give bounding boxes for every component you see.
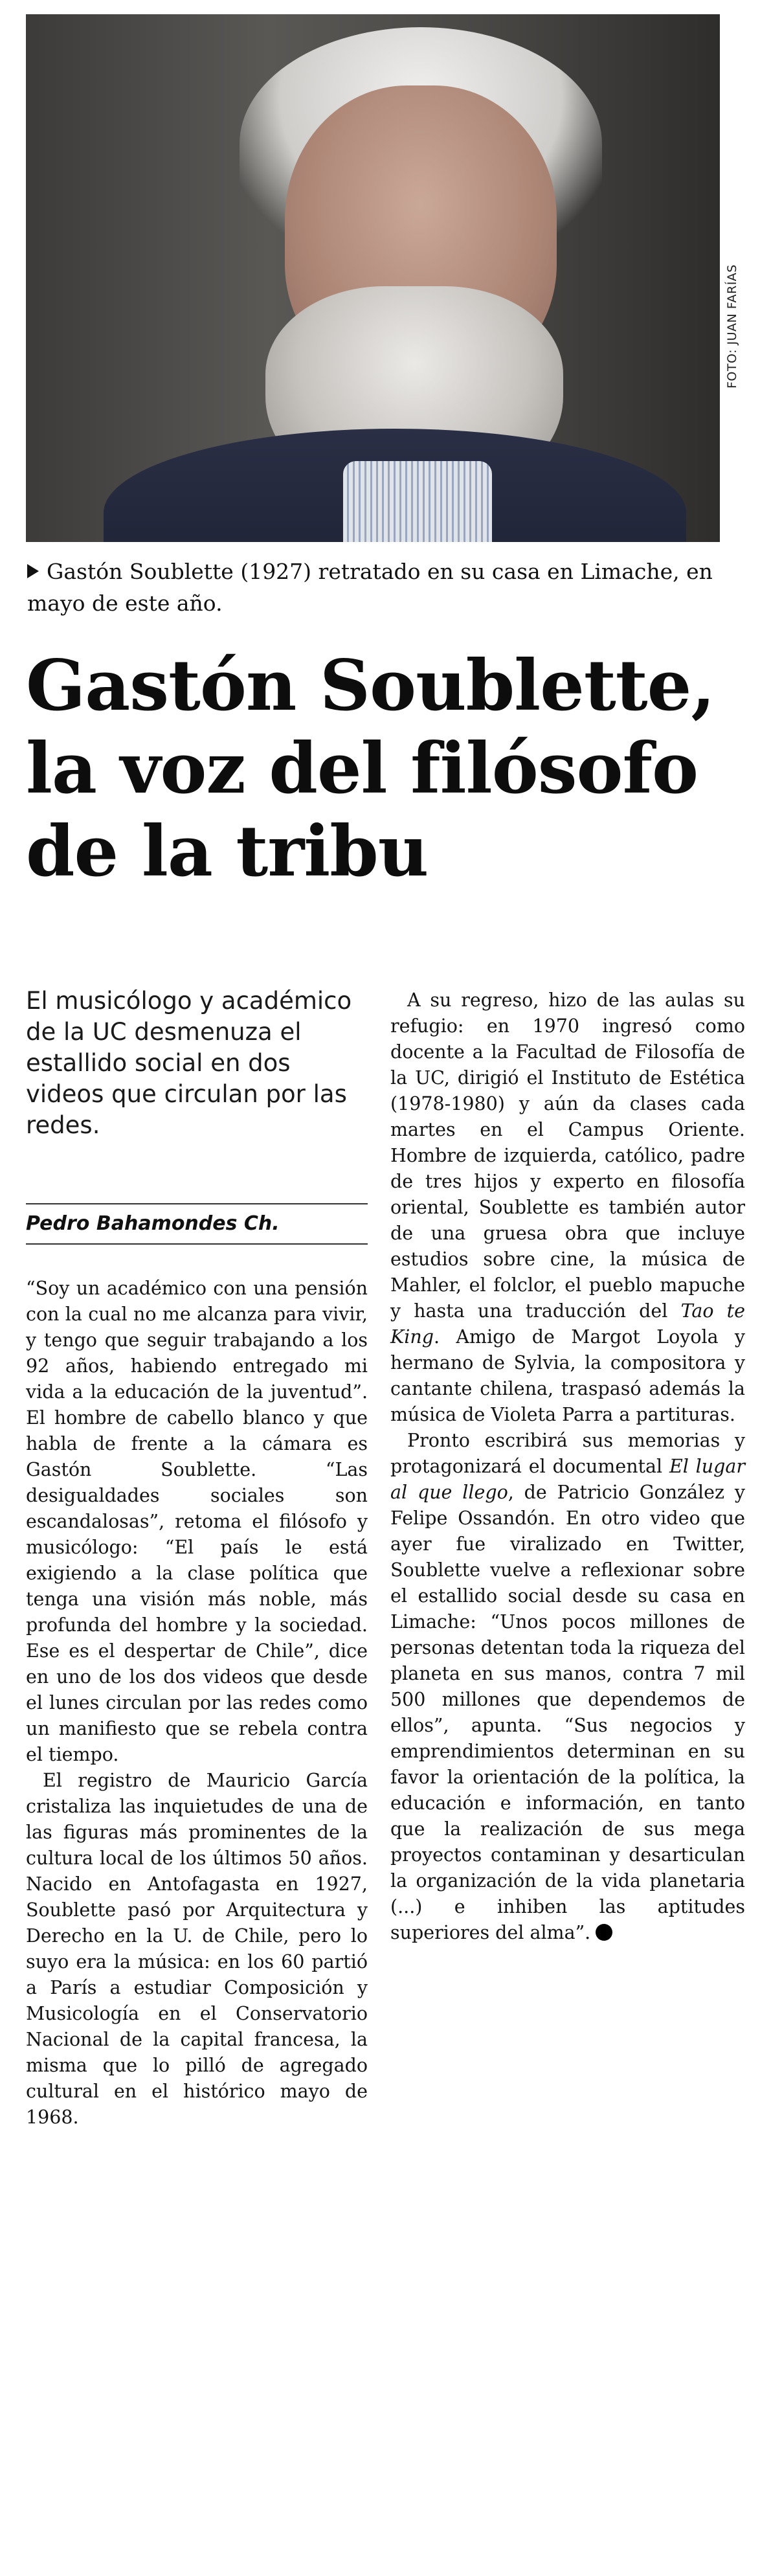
article-column-left [26, 1276, 368, 2130]
photo-shirt [343, 461, 492, 542]
byline: Pedro Bahamondes Ch. [26, 1212, 280, 1235]
end-mark-icon [596, 1924, 612, 1941]
headline-line-2: la voz del filósofo [26, 728, 698, 809]
dek: El musicólogo y académico de la UC desmenuza el estallido social en dos videos que circulan por las redes. [26, 987, 352, 1139]
paragraph-4 [390, 1428, 745, 1946]
caption-triangle-icon [27, 564, 39, 578]
paragraph-3-text-a: A su regreso, hizo de las aulas su refugio: en 1970 ingresó como docente a la Facultad de Filosofía de la UC, dirigió el Instituto de Estética (1978-1980) y aún da clases cada martes en el Campus Oriente. Hombre de izquierda, católico, padre de tres hijos y experto en filosofía oriental, Soublette es también autor de una gruesa obra que incluye estudios sobre cine, la música de Mahler, el folclor, el pueblo mapuche y hasta una traducción del [390, 989, 745, 1322]
photo-caption [27, 556, 726, 619]
portrait-photo [26, 14, 720, 542]
paragraph-3-text-b: . Amigo de Margot Loyola y hermano de Sylvia, la compositora y cantante chilena, traspasó además la música de Violeta Parra a partituras. [390, 1326, 745, 1425]
byline-rule-top [26, 1203, 368, 1204]
paragraph-4-text-a: Pronto escribirá sus memorias y protagonizará el documental [390, 1430, 745, 1477]
paragraph-4-text-b: , de Patricio González y Felipe Ossandón. En otro video que ayer fue viralizado en Twitter, Soublette vuelve a reflexionar sobre el estallido social desde su casa en Limache: “Unos pocos millones de personas detentan toda la riqueza del planeta en sus manos, contra 7 mil 500 millones que dependemos de ellos”, apunta. “Sus negocios y emprendimientos determinan en su favor la orientación de la política, la educación e información, en tanto que la realización de sus mega proyectos contaminan y desarticulan la organización de la vida planetaria (...) e inhiben las aptitudes superiores del alma”. [390, 1482, 745, 1943]
headline-line-1: Gastón Soublette, [26, 645, 715, 727]
book-title: Tao te King [390, 1300, 746, 1348]
article-column-right [390, 988, 745, 1946]
caption-text: Gastón Soublette (1927) retratado en su casa en Limache, en mayo de este año. [27, 559, 713, 616]
paragraph-1: “Soy un académico con una pensión con la cual no me alcanza para vivir, y tengo que seguir trabajando a los 92 años, habiendo entregado mi vida a la educación de la juventud”. El hombre de cabello blanco y que habla de frente a la cámara es Gastón Soublette. “Las desigualdades sociales son escandalosas”, retoma el filósofo y musicólogo: “El país le está exigiendo a la clase política que tenga una visión más noble, más profunda del hombre y la sociedad. Ese es el despertar de Chile”, dice en uno de los dos videos que desde el lunes circulan por las redes como un manifiesto que se rebela contra el tiempo. [26, 1278, 368, 1765]
photo-credit: FOTO: JUAN FARÍAS [725, 264, 739, 389]
headline-line-3: de la tribu [26, 811, 429, 892]
paragraph-3 [390, 988, 745, 1428]
byline-rule-bottom [26, 1243, 368, 1245]
headline [26, 644, 751, 893]
documentary-title: El lugar al que llego [390, 1456, 746, 1503]
paragraph-2: El registro de Mauricio García cristaliza las inquietudes de una de las figuras más prominentes de la cultura local de los últimos 50 años. Nacido en Antofagasta en 1927, Soublette pasó por Arquitectura y Derecho en la U. de Chile, pero lo suyo era la música: en los 60 partió a París a estudiar Composición y Musicología en el Conservatorio Nacional de la capital francesa, la misma que lo pilló de agregado cultural en el histórico mayo de 1968. [26, 1770, 368, 2128]
